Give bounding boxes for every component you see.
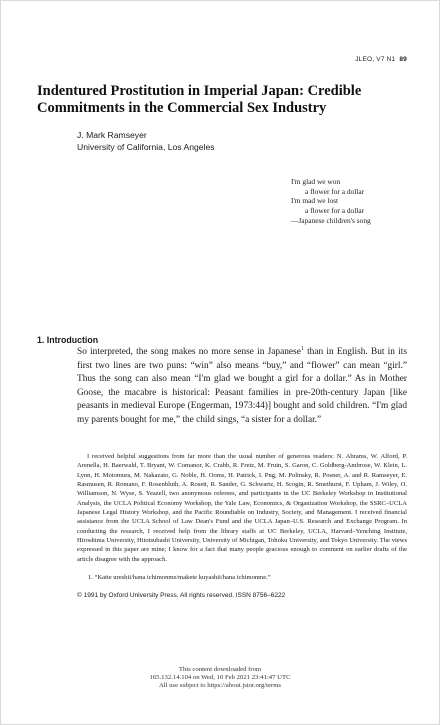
author-name: J. Mark Ramseyer bbox=[77, 130, 147, 140]
copyright-notice: © 1991 by Oxford University Press. All rights reserved. ISSN 8756–6222 bbox=[77, 592, 286, 599]
epigraph-source: —Japanese children's song bbox=[291, 215, 371, 225]
section-heading bbox=[37, 335, 98, 345]
body-text-rest: than in English. But in its first two lines are two puns: “win” also means “buy,” and “flower” can mean “girl.” Thus the song can also mean “I'm glad we bought a girl for a dollar.” As in Mother Goose, the macabre is historical: Peasant families in pre-20th-century Japan [like peasants in medieval Europe (Engerman, 1973:44)] bought and sold children. “I'm glad my parents bought for me,” the child sings, “a sister for a dollar.” bbox=[77, 347, 407, 425]
footnote-1: 1. “Katte ureshii/hana ichimonme/makete kuyashii/hana ichimonme.” bbox=[88, 574, 271, 581]
jstor-download-notice bbox=[1, 666, 439, 690]
jstor-line: 165.132.14.104 on Wed, 10 Feb 2021 23:41:47 UTC bbox=[149, 674, 291, 681]
footnote-marker[interactable]: 1 bbox=[300, 345, 304, 352]
journal-name: JLEO, V7 N1 bbox=[355, 56, 396, 63]
section-title: Introduction bbox=[46, 335, 99, 345]
section-number: 1. bbox=[37, 335, 45, 345]
epigraph-line: I'm glad we won bbox=[291, 177, 341, 186]
jstor-terms-link[interactable]: All use subject to https://about.jstor.org/terms bbox=[158, 682, 282, 689]
body-paragraph bbox=[77, 346, 407, 427]
epigraph bbox=[291, 177, 411, 226]
author-affiliation: University of California, Los Angeles bbox=[77, 142, 215, 152]
acknowledgment-footnote bbox=[77, 452, 407, 564]
author-block bbox=[77, 129, 215, 153]
body-text-start: So interpreted, the song makes no more sense in Japanese bbox=[77, 347, 301, 357]
running-head bbox=[355, 56, 407, 63]
epigraph-line: I'm mad we lost bbox=[291, 196, 339, 206]
epigraph-line: a flower for a dollar bbox=[305, 206, 365, 216]
article-title: Indentured Prostitution in Imperial Japan: Credible Commitments in the Commercial Sex Industry bbox=[37, 83, 362, 116]
jstor-line: This content downloaded from bbox=[178, 666, 262, 673]
acknowledgment-text: I received helpful suggestions from far more than the usual number of generous readers: N. Abrams, W. Alford, P. Arenella, H. Baerwald, T. Bryant, W. Comanor, K. Crabb, R. Fretz, M. Fruin, S. Garon, C. Goldberg-Ambrose, W. Klein, L. Lynn, H. Motomura, M. Nakazato, G. Noble, H. Ooms, H. Patrick, I. Png, M. Polinsky, R. Posner, A. and R. Ramseyer, E. Rasmusen, R. Romano, F. Rosenbluth, A. Rosett, R. Sander, G. Schwartz, H. Scogin, R. Smethurst, F. Upham, J. Wiley, O. Williamson, N. Wyse, S. Yeazell, two anonymous referees, and participants in the UC Berkeley Workshop in Institutional Analysis, the UCLA Political Economy Workshop, the Yale Law, Economics, & Organization Workshop, the SSRC–UCLA Japanese Legal History Workshop, and the Pacific Roundtable on Industry, Society, and Management. I received financial assistance from the UCLA School of Law Dean's Fund and the UCLA Japan–U.S. Research and Exchange Program. In conducting the research, I received help from the library staffs at UC Berkeley, UCLA, Harvard–Yenching Institute, Hiroshima University, Hitotsubashi University, University of Michigan, Tohoku University, and Tokyo University. The views expressed in this paper are mine; I know for a fact that many people gracious enough to comment on earlier drafts of the article disagree with the approach. bbox=[77, 453, 407, 563]
page-number: 89 bbox=[399, 56, 407, 63]
epigraph-line: a flower for a dollar bbox=[305, 186, 365, 196]
